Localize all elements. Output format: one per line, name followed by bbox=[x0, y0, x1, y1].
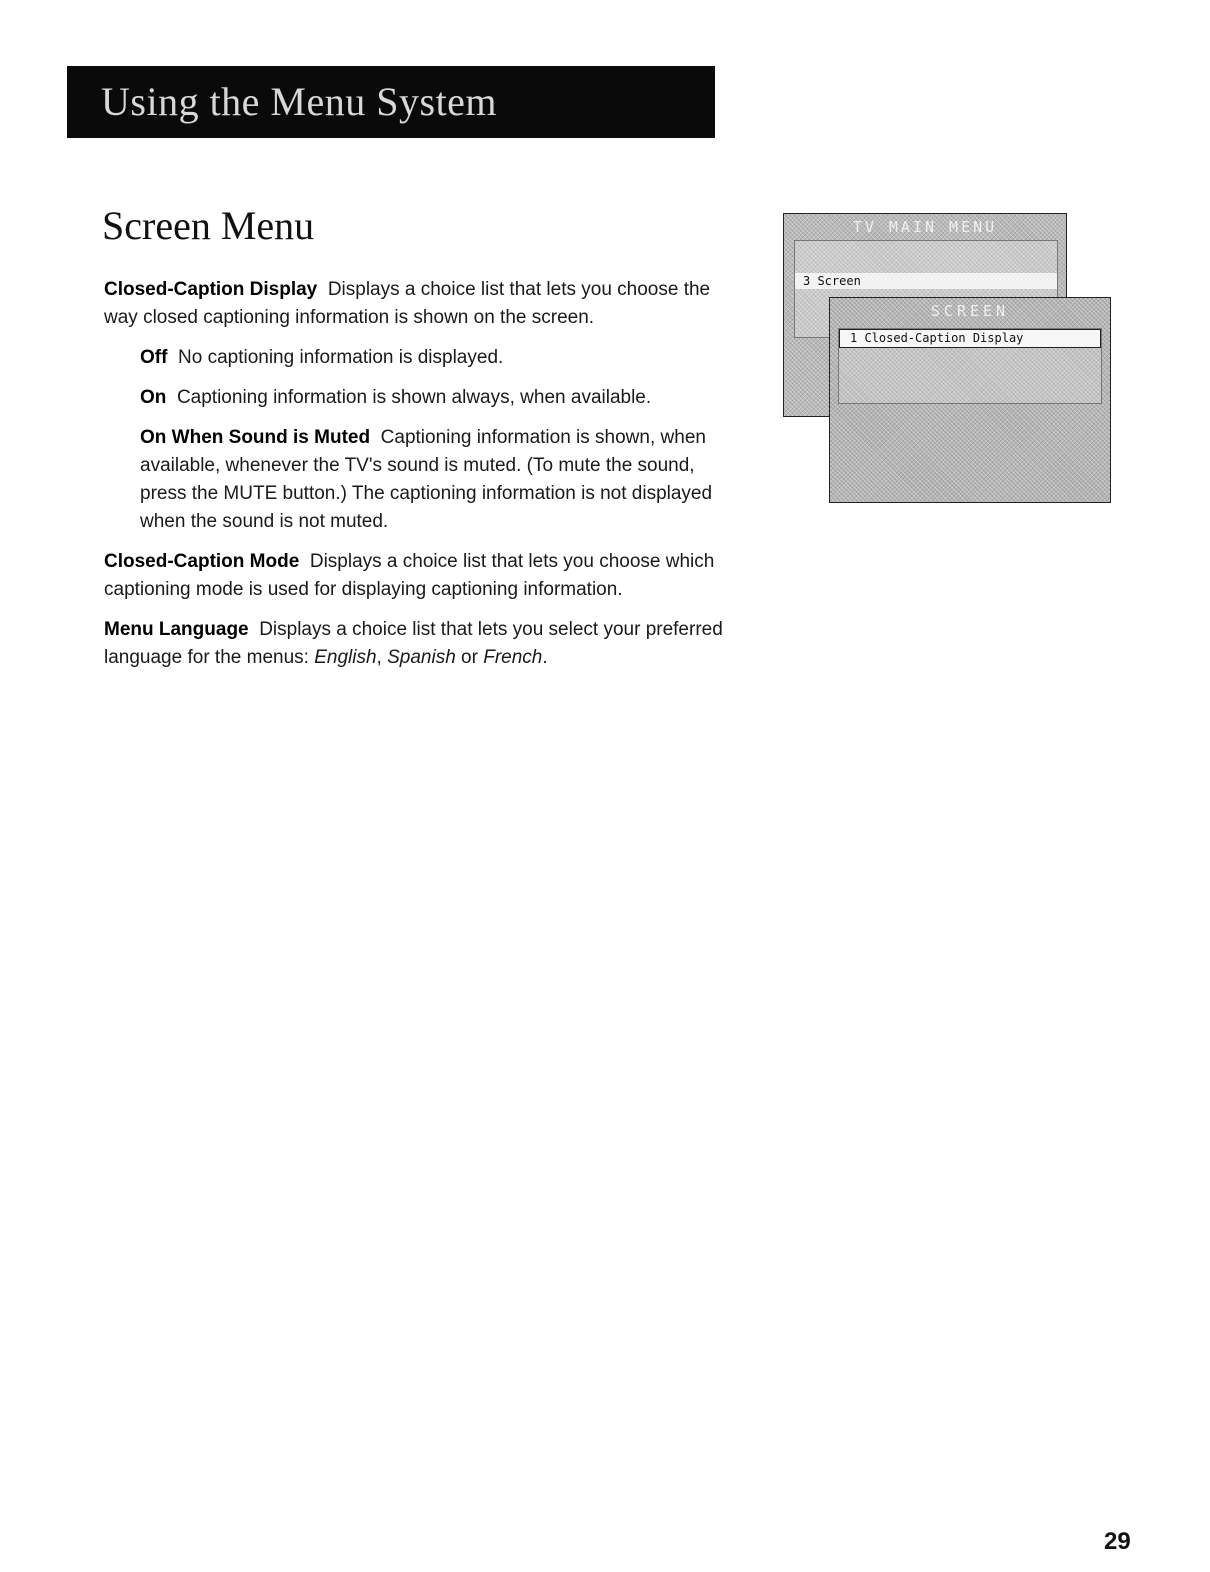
entry-menu-language bbox=[104, 616, 724, 672]
tv-screen-menu bbox=[829, 297, 1111, 503]
entry-closed-caption-display bbox=[104, 276, 724, 332]
entry-term: Closed-Caption Mode bbox=[104, 551, 300, 572]
tv-screen-menu-item bbox=[839, 348, 1101, 365]
header-bar bbox=[67, 66, 715, 138]
sentence-end: . bbox=[542, 647, 548, 668]
language-separator: , bbox=[376, 647, 388, 668]
entry-description: No captioning information is displayed. bbox=[178, 347, 504, 368]
tv-screen-menu-item bbox=[839, 365, 1101, 382]
entry-term: On When Sound is Muted bbox=[140, 427, 371, 448]
entry-term: Off bbox=[140, 347, 168, 368]
tv-main-menu-item bbox=[795, 241, 1057, 257]
tv-main-menu-title: TV MAIN MENU bbox=[852, 218, 998, 236]
entry-term: Closed-Caption Display bbox=[104, 279, 318, 300]
header-title: Using the Menu System bbox=[101, 79, 498, 124]
tv-screen-menu-title: SCREEN bbox=[930, 302, 1010, 320]
tv-screen-menu-selected-item: 1 Closed-Caption Display bbox=[839, 329, 1101, 348]
page-number: 29 bbox=[1104, 1528, 1131, 1555]
entry-description: Displays a choice list that lets you select your preferred language for the menus: bbox=[104, 619, 723, 668]
entry-description: Captioning information is shown, when available, whenever the TV's sound is muted. (To mute the sound, press the MUTE button.) The captioning information is not displayed when the sound is not muted. bbox=[140, 427, 713, 532]
language-french: French bbox=[483, 647, 543, 668]
entry-description: Captioning information is shown always, when available. bbox=[176, 387, 652, 408]
section-title: Screen Menu bbox=[102, 203, 315, 248]
language-spanish: Spanish bbox=[387, 647, 456, 668]
entry-off bbox=[140, 344, 724, 372]
tv-screen-menu-list bbox=[838, 328, 1102, 404]
tv-main-menu-item bbox=[795, 257, 1057, 273]
entry-on-when-sound-is-muted bbox=[140, 424, 724, 536]
entry-on bbox=[140, 384, 724, 412]
entry-term: Menu Language bbox=[104, 619, 249, 640]
language-english: English bbox=[314, 647, 377, 668]
entry-closed-caption-mode bbox=[104, 548, 724, 604]
entry-description: Displays a choice list that lets you choose which captioning mode is used for displaying captioning information. bbox=[104, 551, 715, 600]
tv-main-menu-selected-item: 3 Screen bbox=[795, 273, 1057, 289]
entry-description: Displays a choice list that lets you choose the way closed captioning information is shown on the screen. bbox=[104, 279, 711, 328]
entry-term: On bbox=[140, 387, 167, 408]
tv-screen-menu-item bbox=[839, 382, 1101, 399]
body-text bbox=[104, 276, 724, 684]
language-separator: or bbox=[455, 647, 484, 668]
